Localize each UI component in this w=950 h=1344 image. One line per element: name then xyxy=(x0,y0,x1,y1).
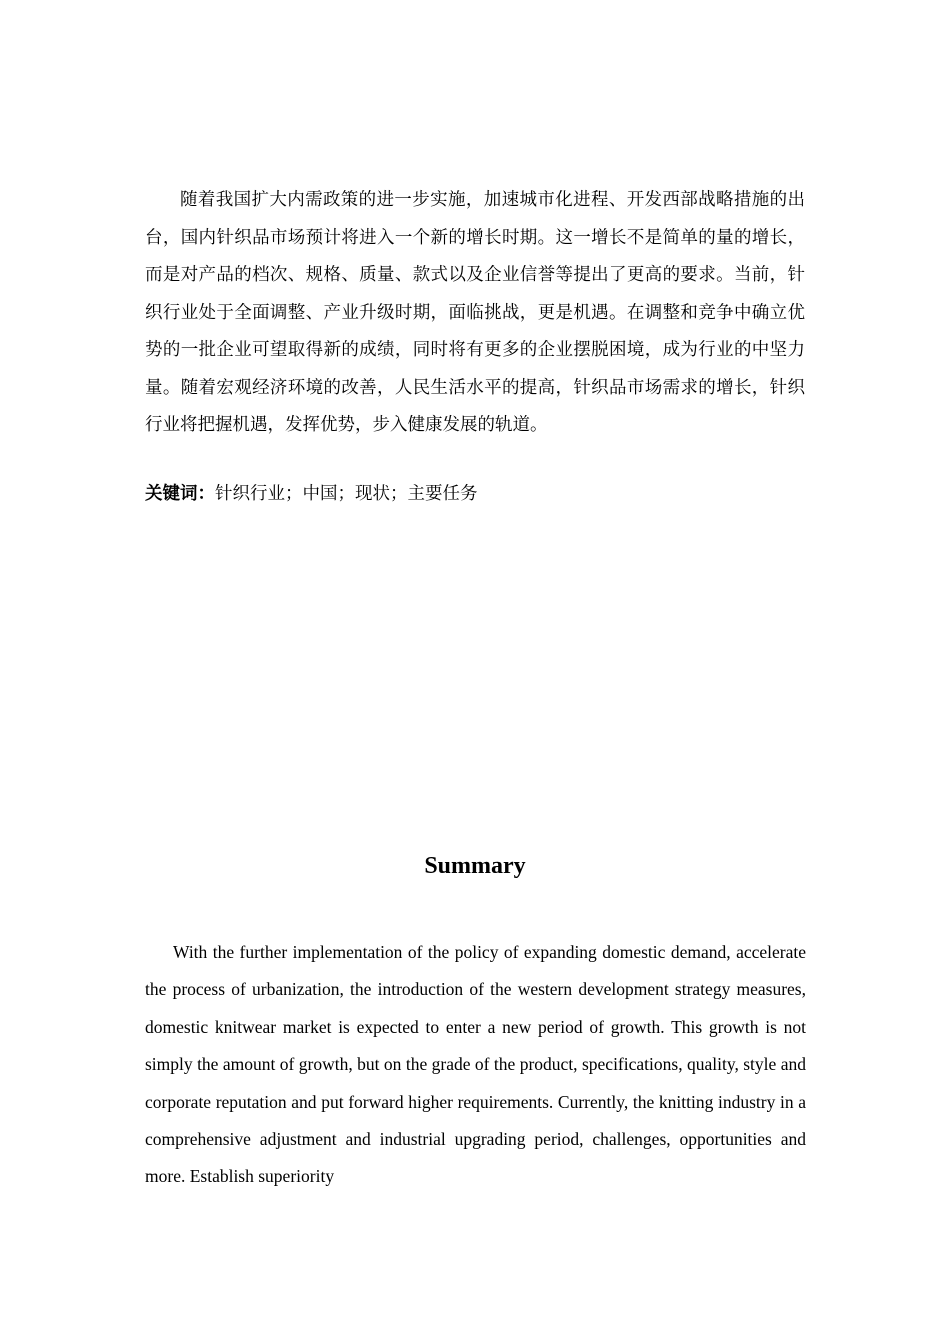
keywords-value: 针织行业；中国；现状；主要任务 xyxy=(215,484,478,504)
english-summary-paragraph: With the further implementation of the policy of expanding domestic demand, accelerate the process of urbanization, the introduction of the western development strategy measures, domestic knitwear market is expected to enter a new period of growth. This growth is not simply the amount of growth, but on the grade of the product, specifications, quality, style and corporate reputation and put forward higher requirements. Currently, the knitting industry in a comprehensive adjustment and industrial upgrading period, challenges, opportunities and more. Establish superiority xyxy=(145,942,806,1187)
keywords-label: 关键词： xyxy=(145,484,215,504)
keywords-line xyxy=(145,476,805,514)
summary-heading: Summary xyxy=(424,853,526,879)
chinese-abstract-paragraph: 随着我国扩大内需政策的进一步实施，加速城市化进程、开发西部战略措施的出台，国内针织品市场预计将进入一个新的增长时期。这一增长不是简单的量的增长，而是对产品的档次、规格、质量、款式以及企业信誉等提出了更高的要求。当前，针织行业处于全面调整、产业升级时期，面临挑战，更是机遇。在调整和竞争中确立优势的一批企业可望取得新的成绩，同时将有更多的企业摆脱困境，成为行业的中坚力量。随着宏观经济环境的改善，人民生活水平的提高，针织品市场需求的增长，针织行业将把握机遇，发挥优势，步入健康发展的轨道。 xyxy=(145,190,805,435)
